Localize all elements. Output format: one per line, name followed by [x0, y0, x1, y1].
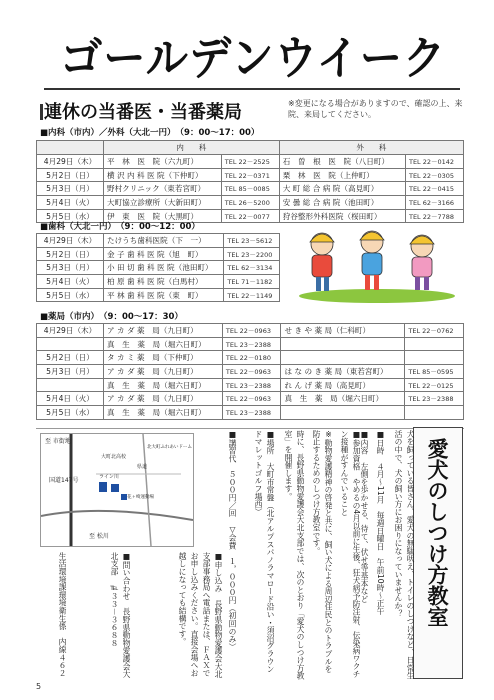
dog-fee-text: ■講習代 ５００円／回 ▽会費 １，０００円（初回のみ） [228, 430, 237, 651]
pharmacy-name: 真 生 薬 局（堀六日町） [104, 378, 223, 392]
surgery-clinic-name: 大 町 総 合 病 院（高見町） [279, 182, 405, 196]
table-row [37, 155, 464, 169]
internal-clinic-tel: TEL 85－0085 [221, 182, 279, 196]
pharmacy-tel: TEL 22－0762 [405, 324, 464, 338]
internal-clinic-name: 野村クリニック（東若宮町） [104, 182, 222, 196]
table-row [37, 351, 464, 365]
notice-text: ※変更になる場合がありますので、確認の上、来院、来局してください。 [288, 99, 463, 119]
page-number: 5 [36, 682, 42, 691]
child-3-figure [410, 235, 434, 290]
internal-clinic-name: 大町協立診療所（大新田町） [104, 196, 222, 210]
child-2-figure [360, 231, 384, 290]
pharmacy-tel: TEL 22－0963 [222, 392, 281, 406]
pharmacy-name [281, 406, 405, 420]
dog-note-text: ※動物愛護精神の啓発と共に、飼い犬による周辺住民とのトラブルを防止するためのしつけ方教室です。 [312, 430, 333, 673]
date-cell: 5月2日（日） [37, 247, 104, 261]
pharmacy-name: ア カ ダ 薬 局（九日町） [104, 365, 223, 379]
surgery-clinic-tel: TEL 22－7788 [405, 209, 463, 223]
pharmacy-name: ア カ ダ 薬 局（九日町） [104, 324, 223, 338]
pharmacy-name: タ カ ミ 薬 局（下仲町） [104, 351, 223, 365]
table-row [37, 234, 280, 248]
page-title: ゴールデンウイーク [60, 31, 447, 85]
pharmacy-tel: TEL 22－0963 [222, 324, 281, 338]
date-cell [37, 378, 104, 392]
title-rule [44, 88, 460, 90]
dog-office-text: 生活環境課環境衛生係 内線４６２ [58, 552, 67, 677]
dental-clinic-name: 柏 原 歯 科 医 院（白馬村） [104, 275, 224, 289]
pharmacy-tel: TEL 23－2388 [405, 392, 464, 406]
table-row [37, 288, 280, 302]
school-marker [111, 484, 119, 492]
date-cell: 5月4日（火） [37, 392, 104, 406]
table-row [37, 196, 464, 210]
dental-clinic-tel: TEL 22－1149 [224, 288, 280, 302]
dental-clinic-name: 小 田 切 歯 科 医 院（池田町） [104, 261, 224, 275]
subtitle: 連休の当番医・当番薬局 [44, 102, 242, 123]
date-cell: 5月3日（月） [37, 182, 104, 196]
map-label-gym: 北大町ふれあいドーム [147, 445, 192, 450]
dog-class-title: 愛犬のしつけ方教室 [425, 438, 450, 627]
map-label-school: 大町北高校 [101, 454, 127, 460]
internal-clinic-tel: TEL 22－0077 [221, 209, 279, 223]
dental-clinic-tel: TEL 62－3134 [224, 261, 280, 275]
surgery-clinic-name: 安 曇 総 合 病 院（池田町） [279, 196, 405, 210]
map-label-route: 国道147号 [49, 477, 79, 484]
surgery-col-header: 外 科 [279, 141, 463, 155]
dental-heading: ■歯科（大北一円） （9：00～12：00） [40, 222, 200, 232]
pharmacy-heading: ■薬局（市内） （9：00～17：30） [40, 312, 183, 322]
pharmacy-name: せ き や 薬 局（仁科町） [281, 324, 405, 338]
pharmacy-name: は な の き 薬 局（東若宮町） [281, 365, 405, 379]
venue-marker [99, 482, 107, 492]
dog-content-text: ■内容 左側を歩かせる、待て、伏せ等基本など [360, 430, 369, 603]
pharmacy-tel: TEL 23－2388 [222, 378, 281, 392]
pharmacy-name: 真 生 薬 局（堀六日町） [104, 337, 223, 351]
section-divider [36, 428, 464, 429]
surgery-clinic-name: 栗 林 医 院（上仲町） [279, 168, 405, 182]
pharmacy-tel: TEL 22－0180 [222, 351, 281, 365]
internal-clinic-tel: TEL 22－2525 [221, 155, 279, 169]
pharmacy-tel [405, 351, 464, 365]
internal-clinic-name: 平 林 医 院（六九町） [104, 155, 222, 169]
dental-clinic-tel: TEL 71－1182 [224, 275, 280, 289]
pharmacy-tel: TEL 85－0595 [405, 365, 464, 379]
dog-target-text: ■参加資格 やめるの4月以前に生後、狂犬病予防注射、伝染病ワクチン接種がすんでいること [340, 430, 361, 678]
dental-clinic-tel: TEL 23－2200 [224, 247, 280, 261]
table-row [37, 337, 464, 351]
internal-clinic-tel: TEL 22－0371 [221, 168, 279, 182]
date-cell: 5月5日（水） [37, 288, 104, 302]
dental-table [36, 233, 280, 302]
date-cell: 5月3日（月） [37, 261, 104, 275]
pharmacy-tel [405, 337, 464, 351]
map-label-area: 至 市街地 [45, 438, 71, 445]
child-1-figure [310, 233, 334, 291]
map-label-line: ライン川 [99, 474, 119, 480]
dental-clinic-name: 金 子 歯 科 医 院（旭 町） [104, 247, 224, 261]
pharmacy-name [281, 337, 405, 351]
internal-col-header: 内 科 [104, 141, 280, 155]
date-cell: 4月29日（木） [37, 155, 104, 169]
internal-clinic-name: 横 沢 内 科 医 院（下仲町） [104, 168, 222, 182]
pharmacy-tel: TEL 23－2388 [222, 406, 281, 420]
pharmacy-tel: TEL 22－0963 [222, 365, 281, 379]
dog-intro-text: 犬を飼っている皆さん、愛犬の無駄吠え、トイレのしつけなど、日常生活の中で、犬の飼い方にお困りになっていませんか？ [394, 430, 415, 680]
dental-clinic-name: 平 林 歯 科 医 院（東 町） [104, 288, 224, 302]
pharmacy-tel: TEL 22－0125 [405, 378, 464, 392]
map-label-river: 至 松川 [89, 533, 109, 540]
date-cell [37, 337, 104, 351]
date-cell: 5月5日（水） [37, 406, 104, 420]
date-cell: 4月29日（木） [37, 324, 104, 338]
dental-clinic-name: たけうち歯科医院（下 一） [104, 234, 224, 248]
table-row [37, 168, 464, 182]
table-row [37, 275, 280, 289]
internal-clinic-tel: TEL 26－5200 [221, 196, 279, 210]
table-row [37, 324, 464, 338]
children-walking-illustration [294, 222, 460, 304]
dog-contact-text: ■問い合わせ 長野県動物愛護会大北支部 ℡３３－３６８８ [110, 552, 131, 678]
surgery-clinic-tel: TEL 22－0415 [405, 182, 463, 196]
map-label-road: 県道 [137, 464, 148, 470]
date-cell: 5月2日（日） [37, 351, 104, 365]
date-cell: 4月29日（木） [37, 234, 104, 248]
surgery-clinic-tel: TEL 22－0305 [405, 168, 463, 182]
pharmacy-name: 真 生 薬 局（堀六日町） [104, 406, 223, 420]
date-cell: 5月4日（火） [37, 196, 104, 210]
table-row [37, 261, 280, 275]
venue-map [40, 433, 194, 547]
subtitle-bar [40, 104, 43, 120]
table-row [37, 247, 280, 261]
map-label-venue: 花ヶ崎運動場 [127, 495, 154, 500]
surgery-clinic-tel: TEL 62－3166 [405, 196, 463, 210]
internal-clinic-name: 伊 東 医 院（大黒町） [104, 209, 222, 223]
dog-date-text: ■日時 ４月～11月 毎週日曜日 午前10時～正午 [376, 430, 385, 615]
pharmacy-tel: TEL 23－2388 [222, 337, 281, 351]
pharmacy-name: 真 生 薬 局（堀六日町） [281, 392, 405, 406]
surgery-clinic-name: 石 曽 根 医 院（八日町） [279, 155, 405, 169]
surgery-clinic-tel: TEL 22－0142 [405, 155, 463, 169]
pharmacy-tel [405, 406, 464, 420]
table-row [37, 406, 464, 420]
date-cell: 5月2日（日） [37, 168, 104, 182]
clinic-table [36, 140, 464, 223]
pharmacy-name: ア カ ダ 薬 局（九日町） [104, 392, 223, 406]
table-row [37, 392, 464, 406]
table-row [37, 182, 464, 196]
table-row [37, 365, 464, 379]
date-cell: 5月5日（水） [37, 209, 104, 223]
dog-place-text: ■場所 大町市常盤（北アルプスパノラマロード沿い・須沼グラウンドマレットゴルフ場西） [254, 430, 275, 673]
dog-apply-text: ■申し込み 長野県動物愛護会大北支部事務局へ電話または、ＦＡＸでお申し込みください。直接会場へお越しになっても結構です。 [178, 552, 223, 678]
date-cell: 5月4日（火） [37, 275, 104, 289]
date-cell: 5月3日（月） [37, 365, 104, 379]
date-col-header [37, 141, 104, 155]
pharmacy-name: れ ん げ 薬 局（高見町） [281, 378, 405, 392]
surgery-clinic-name: 狩谷整形外科医院（桜田町） [279, 209, 405, 223]
pharmacy-name [281, 351, 405, 365]
clinic-heading: ■内科（市内）／外科（大北一円） （9：00～17：00） [40, 128, 260, 138]
pharmacy-table [36, 323, 464, 420]
dental-clinic-tel: TEL 23－5612 [224, 234, 280, 248]
dog-announce-text: 時に、長野県動物愛護会大北支部では、次のとおり「愛犬のしつけ方教室」を開催します。 [284, 430, 305, 680]
table-row [37, 378, 464, 392]
